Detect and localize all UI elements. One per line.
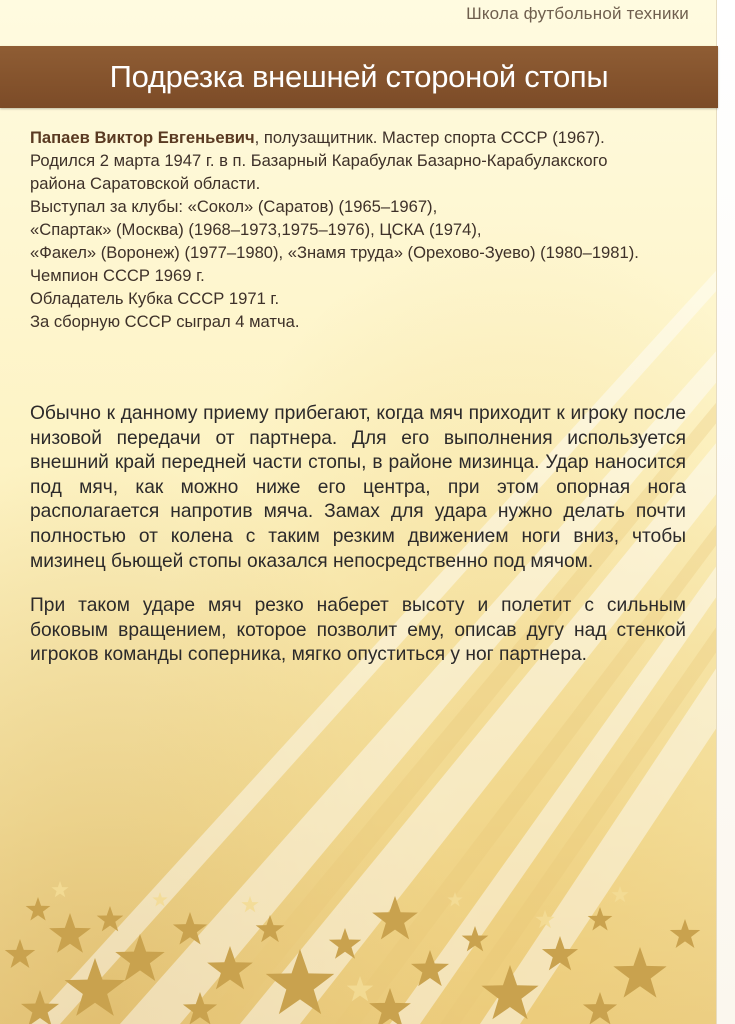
technique-description	[30, 402, 686, 688]
player-name: Папаев Виктор Евгеньевич	[30, 128, 255, 147]
player-position: , полузащитник. Мастер спорта СССР (1967).	[254, 128, 605, 147]
paragraph-1: Обычно к данному приему прибегают, когда мяч приходит к игроку после низовой передачи от партнера. Для его выполнения используется внешний край передней части стопы, в районе мизинца. Удар наносится под мяч, как можно ниже его центра, при этом опорная нога располагается напротив мяча. Замах для удара нужно делать почти полностью от колена с таким резким движением ноги вниз, чтобы мизинец бьющей стопы оказался непосредственно под мячом.	[30, 403, 686, 572]
page-edge-strip	[716, 0, 735, 1024]
stars-decoration	[0, 860, 718, 1024]
page-title: Подрезка внешней стороной стопы	[109, 59, 609, 94]
bio-line-6: «Факел» (Воронеж) (1977–1980), «Знамя труда» (Орехово-Зуево) (1980–1981).	[30, 243, 639, 262]
bio-line-2: Родился 2 марта 1947 г. в п. Базарный Карабулак Базарно-Карабулакского	[30, 151, 608, 170]
bio-line-4: Выступал за клубы: «Сокол» (Саратов) (1965–1967),	[30, 197, 438, 216]
player-bio	[30, 126, 690, 333]
title-banner	[0, 46, 718, 108]
bio-line-3: района Саратовской области.	[30, 174, 261, 193]
bio-line-1	[30, 126, 690, 149]
paragraph-2: При таком ударе мяч резко наберет высоту и полетит с сильным боковым вращением, которое позволит ему, описав дугу над стенкой игроков команды соперника, мягко опуститься у ног партнера.	[30, 595, 686, 666]
bio-line-7: Чемпион СССР 1969 г.	[30, 266, 205, 285]
bio-line-5: «Спартак» (Москва) (1968–1973,1975–1976), ЦСКА (1974),	[30, 220, 482, 239]
bio-line-8: Обладатель Кубка СССР 1971 г.	[30, 289, 280, 308]
series-title: Школа футбольной техники	[466, 4, 689, 23]
bio-line-9: За сборную СССР сыграл 4 матча.	[30, 312, 300, 331]
